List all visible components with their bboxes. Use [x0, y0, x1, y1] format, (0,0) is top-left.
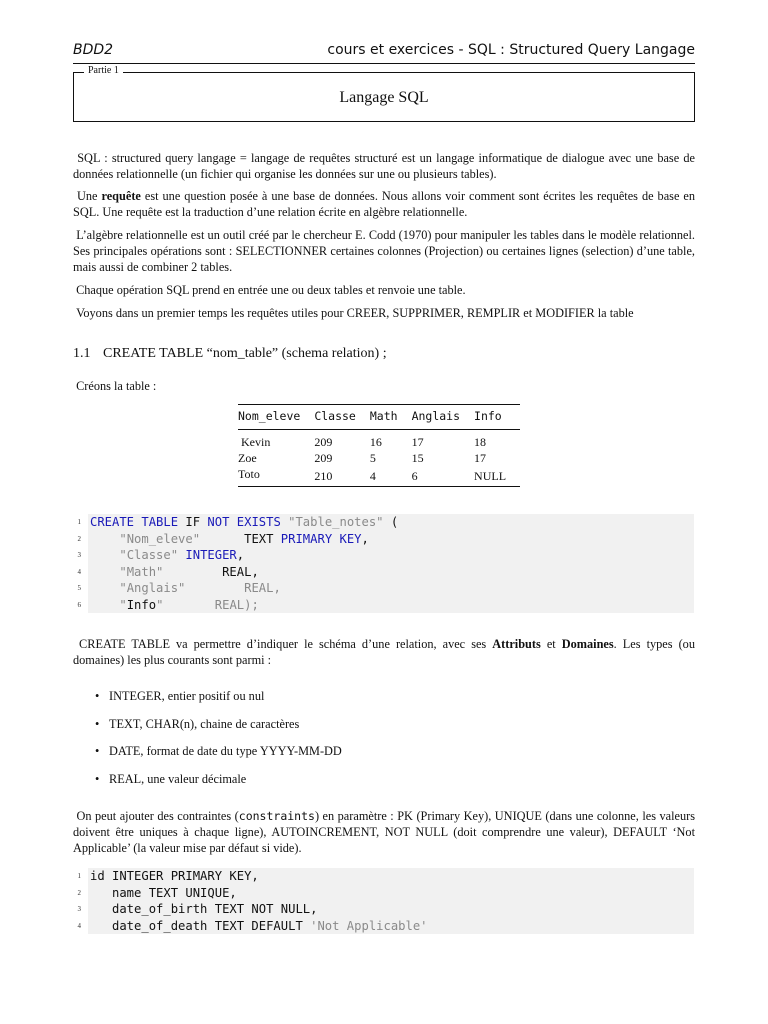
table-cell: 5: [369, 451, 376, 465]
table-header-cell: Nom_eleve: [238, 409, 301, 423]
paragraph-creons: [73, 378, 695, 394]
code-line: [77, 531, 694, 548]
table-cell: 6: [411, 469, 418, 483]
code-keyword: CREATE TABLE: [90, 515, 179, 529]
code-text: Info: [126, 597, 157, 612]
line-number: 3: [77, 905, 81, 913]
table-cell: Kevin: [238, 435, 271, 449]
paragraph-voyons: [73, 305, 695, 321]
part-box: [73, 65, 695, 122]
list-item: • REAL, une valeur décimale: [73, 771, 673, 799]
code-text: TEXT: [200, 531, 281, 546]
paragraph-intro: [73, 150, 695, 182]
code-string: 'Not Applicable': [310, 918, 428, 933]
table-header-row: [238, 405, 520, 430]
code-keyword: NOT EXISTS: [207, 515, 281, 529]
code-string: ,: [273, 581, 281, 595]
table-cell: 17: [474, 451, 487, 465]
header-course: BDD2: [73, 42, 114, 58]
code-line: [77, 514, 694, 531]
table-header-cell: Anglais: [411, 409, 461, 423]
table-cell: 4: [369, 469, 376, 483]
table-cell: Toto: [238, 467, 260, 481]
code-block-constraints: [77, 868, 694, 934]
text: CREATE TABLE va permettre d’indiquer le schéma d’une relation, avec ses: [79, 637, 493, 651]
part-label: Partie 1: [84, 65, 123, 76]
code-string: "Classe": [119, 548, 179, 562]
line-number: 4: [77, 567, 81, 576]
table-cell: Zoe: [238, 451, 257, 465]
code-line: [77, 597, 694, 614]
bold-attributs: Attributs: [492, 637, 541, 651]
text: ) en paramètre : PK (Primary Key), UNIQUE (dans une colonne, les valeurs doivent être uniques à chaque ligne), AUTOINCREMENT, NOT NULL (doit comprendre une valeur), DEFAULT ‘Not Applicable’ (la valeur mise par défaut si vide).: [73, 809, 695, 855]
list-item: • TEXT, CHAR(n), chaine de caractères: [73, 716, 673, 744]
table-cell: 18: [474, 435, 487, 449]
text: et: [540, 637, 562, 651]
paragraph-requete: [73, 188, 695, 220]
code-text: date_of_birth TEXT NOT NULL,: [90, 902, 318, 916]
code-block-create: [77, 514, 694, 613]
section-title: CREATE TABLE “nom_table” (schema relation) ;: [103, 346, 387, 361]
code-text: name TEXT UNIQUE,: [90, 885, 237, 900]
code-string: ": [156, 597, 164, 612]
table-row: [238, 450, 520, 466]
code-text: REAL: [163, 564, 252, 579]
paragraph-voyons-text: Voyons dans un premier temps les requêtes utiles pour CREER, SUPPRIMER, REMPLIR et MODIFIER la table: [76, 306, 634, 320]
line-number: 2: [77, 534, 81, 543]
code-text: id INTEGER PRIMARY KEY,: [90, 869, 259, 883]
bold-requete: requête: [101, 189, 141, 203]
text: On peut ajouter des contraintes (: [76, 809, 239, 823]
paragraph-creons-text: Créons la table :: [76, 379, 157, 393]
list-item: • DATE, format de date du type YYYY-MM-DD: [73, 743, 673, 771]
paragraph-intro-text: SQL : structured query langage = langage de requêtes structuré est un langage informatique de dialogue avec une base de données relationnelle (un fichier qui organise les données sur une ou plusieurs tables).: [73, 151, 695, 181]
line-number: 2: [77, 888, 81, 897]
code-line: [77, 901, 694, 918]
table-row: [238, 466, 520, 487]
section-heading: [73, 346, 387, 362]
code-text: IF: [178, 515, 208, 529]
bold-domaines: Domaines: [561, 637, 614, 651]
code-line: [77, 885, 694, 902]
table-header-cell: Math: [369, 409, 398, 423]
code-text: ,: [361, 531, 369, 546]
code-line: [77, 868, 694, 885]
text: . Les types (ou domaines) les plus courants sont parmi :: [73, 637, 695, 667]
code-text: (: [383, 515, 399, 529]
code-string: "Math": [119, 564, 164, 579]
table-header-cell: Classe: [314, 409, 356, 423]
table-cell: 209: [314, 451, 333, 465]
code-text: ,: [236, 548, 245, 562]
code-text: date_of_death TEXT DEFAULT: [90, 918, 311, 933]
paragraph-contraintes: [73, 808, 695, 856]
code-line: [77, 918, 694, 935]
code-keyword: PRIMARY KEY: [280, 531, 362, 546]
table-cell: 17: [411, 435, 424, 449]
code-string: REAL);: [163, 597, 259, 612]
notes-table: [238, 404, 520, 487]
table-cell: 16: [369, 435, 382, 449]
line-number: 4: [77, 921, 81, 930]
code-keyword: INTEGER: [178, 548, 237, 562]
paragraph-algebre: [73, 227, 695, 275]
paragraph-create-table: [73, 636, 695, 668]
header-rule: [73, 63, 695, 64]
line-number: 1: [77, 872, 81, 880]
table-cell: 15: [411, 451, 424, 465]
code-line: [77, 547, 694, 564]
paragraph-operation: [73, 282, 695, 298]
line-number: 6: [77, 600, 81, 609]
types-list: [73, 688, 673, 798]
table-cell: 209: [314, 435, 333, 449]
paragraph-algebre-text: L’algèbre relationnelle est un outil créé par le chercheur E. Codd (1970) pour manipuler les tables dans le modèle relationnel. Ses principales opérations sont : SELECTIONNER certaines colonnes (Projection) ou certaines lignes (selection) d’une table, mais aussi de combiner 2 tables.: [73, 228, 695, 274]
table-row: [238, 430, 520, 451]
paragraph-operation-text: Chaque opération SQL prend en entrée une ou deux tables et renvoie une table.: [76, 283, 466, 297]
code-text: ,: [251, 564, 259, 579]
section-number: 1.1: [73, 346, 91, 361]
mono-constraints: constraints: [238, 809, 315, 823]
text: est une question posée à une base de données. Nous allons voir comment sont écrites les requêtes de base en SQL. Une requête est la traduction d’une relation écrite en algèbre relationnelle.: [73, 189, 695, 219]
code-string: REAL: [185, 581, 274, 595]
code-string: "Nom_eleve": [119, 531, 201, 546]
code-line: [77, 564, 694, 581]
code-string: "Anglais": [119, 581, 186, 595]
header-title: cours et exercices - SQL : Structured Query Langage: [327, 42, 695, 58]
part-title: Langage SQL: [339, 89, 429, 106]
code-line: [77, 580, 694, 597]
table-header-cell: Info: [474, 409, 502, 423]
code-string: "Table_notes": [280, 515, 384, 529]
line-number: 5: [77, 584, 81, 592]
text: Une: [77, 189, 102, 203]
table-cell: NULL: [474, 469, 507, 483]
code-string: ": [119, 597, 127, 612]
line-number: 3: [77, 551, 81, 559]
list-item: • INTEGER, entier positif ou nul: [73, 688, 673, 716]
line-number: 1: [77, 518, 81, 526]
table-cell: 210: [314, 469, 333, 483]
